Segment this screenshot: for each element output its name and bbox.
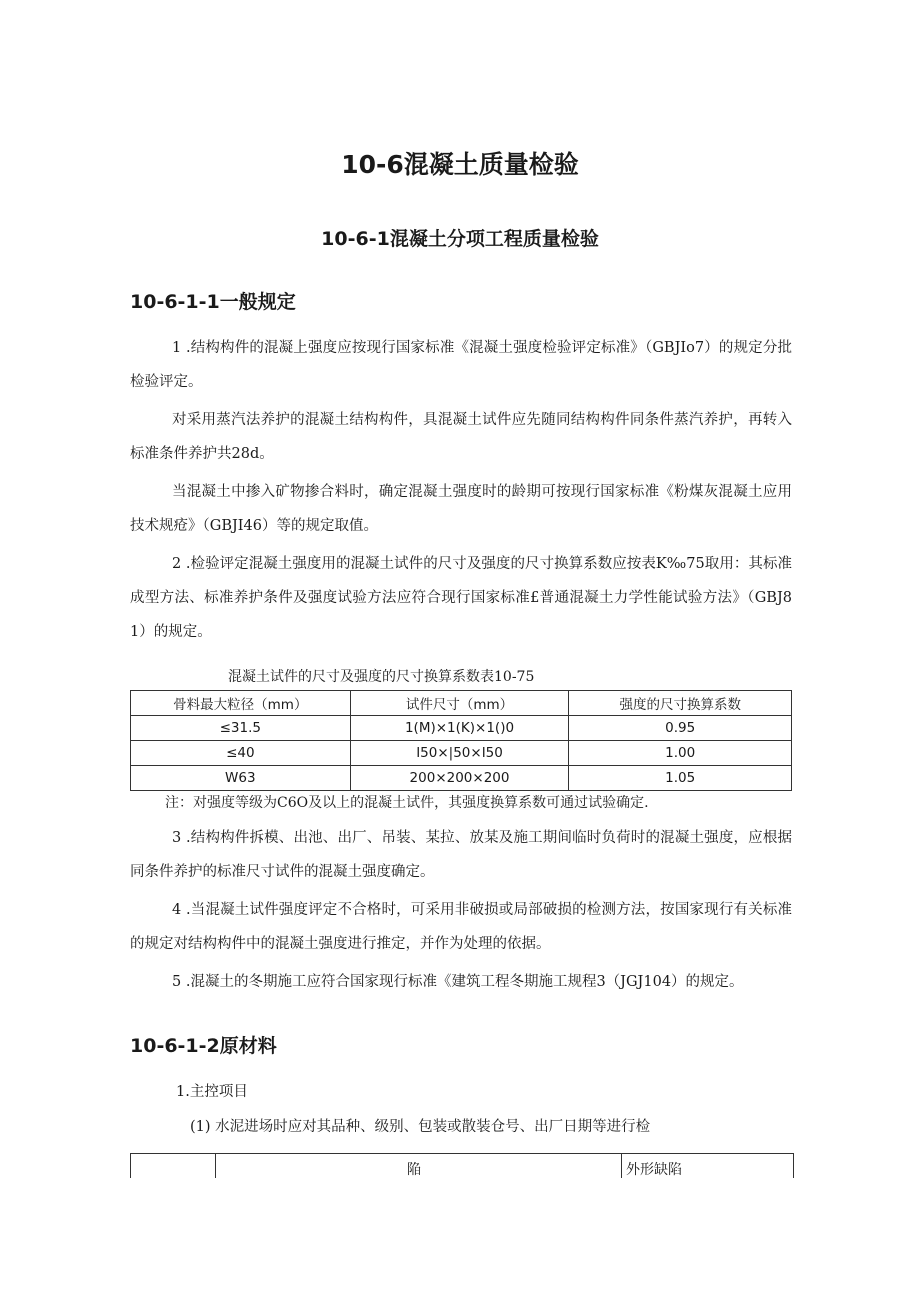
table-cell: W63 [131, 766, 351, 791]
table-cell: I50×|50×I50 [350, 741, 569, 766]
table-cell: 1.05 [569, 766, 792, 791]
paragraph-3: 当混凝土中掺入矿物掺合料时，确定混凝土强度时的龄期可按现行国家标准《粉煤灰混凝土应用技术规疮》（GBJI46）等的规定取值。 [130, 484, 792, 534]
paragraph-7: 5 .混凝土的冬期施工应符合国家现行标准《建筑工程冬期施工规程3（JGJ104）的规定。 [172, 974, 744, 990]
table-row [131, 741, 792, 766]
table-cell: 外形缺陷 [626, 1162, 682, 1178]
table-note: 注：对强度等级为C6O及以上的混凝土试件，其强度换算系数可通过试验确定. [165, 795, 649, 811]
paragraph-1: 1 .结构构件的混凝上强度应按现行国家标准《混凝土强度检验评定标准》（GBJIo7）的规定分批检验评定。 [130, 340, 792, 390]
table-cell: 200×200×200 [350, 766, 569, 791]
paragraph-6: 4 .当混凝土试件强度评定不合格时，可采用非破损或局部破损的检测方法，按国家现行有关标准的规定对结构构件中的混凝土强度进行推定，并作为处理的依据。 [130, 902, 792, 952]
section-subtitle: 10-6-1混凝土分项工程质量检验 [321, 228, 599, 250]
table-cell: ≤40 [131, 741, 351, 766]
table-header-cell: 试件尺寸（mm） [350, 691, 569, 716]
table-header-cell: 骨料最大粒径（mm） [131, 691, 351, 716]
paragraph-2: 对采用蒸汽法养护的混凝土结构构件，具混凝土试件应先随同结构构件同条件蒸汽养护，再转入标准条件养护共28d。 [130, 412, 792, 462]
conversion-table [130, 690, 792, 791]
table-header-cell: 强度的尺寸换算系数 [569, 691, 792, 716]
page-title: 10-6混凝土质量检验 [341, 150, 579, 179]
table-cell: 1.00 [569, 741, 792, 766]
table-header-row [131, 691, 792, 716]
partial-table [130, 1153, 794, 1178]
table-divider [621, 1154, 622, 1178]
section-heading-materials: 10-6-1-2原材料 [130, 1035, 277, 1057]
table-row [131, 766, 792, 791]
table-caption: 混凝土试件的尺寸及强度的尺寸换算系数表10-75 [228, 669, 535, 685]
list-item: 1.主控项目 [176, 1084, 248, 1100]
paragraph-4: 2 .检验评定混凝土强度用的混凝土试件的尺寸及强度的尺寸换算系数应按表K‰75取用：其标准成型方法、标准养护条件及强度试验方法应符合现行国家标准£普通混凝土力学性能试验方法》（GBJ81）的规定。 [130, 556, 792, 640]
paragraph-5: 3 .结构构件拆模、出池、出厂、吊装、某拉、放某及施工期间临时负荷时的混凝土强度，应根据同条件养护的标准尺寸试件的混凝土强度确定。 [130, 830, 792, 880]
table-cell: 0.95 [569, 716, 792, 741]
section-heading-general: 10-6-1-1一般规定 [130, 291, 296, 313]
table-cell: 1(M)×1(K)×1()0 [350, 716, 569, 741]
table-divider [215, 1154, 216, 1178]
list-item: (1) 水泥进场时应对其品种、级别、包装或散装仓号、出厂日期等进行检 [190, 1119, 651, 1135]
table-cell: ≤31.5 [131, 716, 351, 741]
table-cell: 陥 [407, 1162, 421, 1178]
table-row [131, 716, 792, 741]
